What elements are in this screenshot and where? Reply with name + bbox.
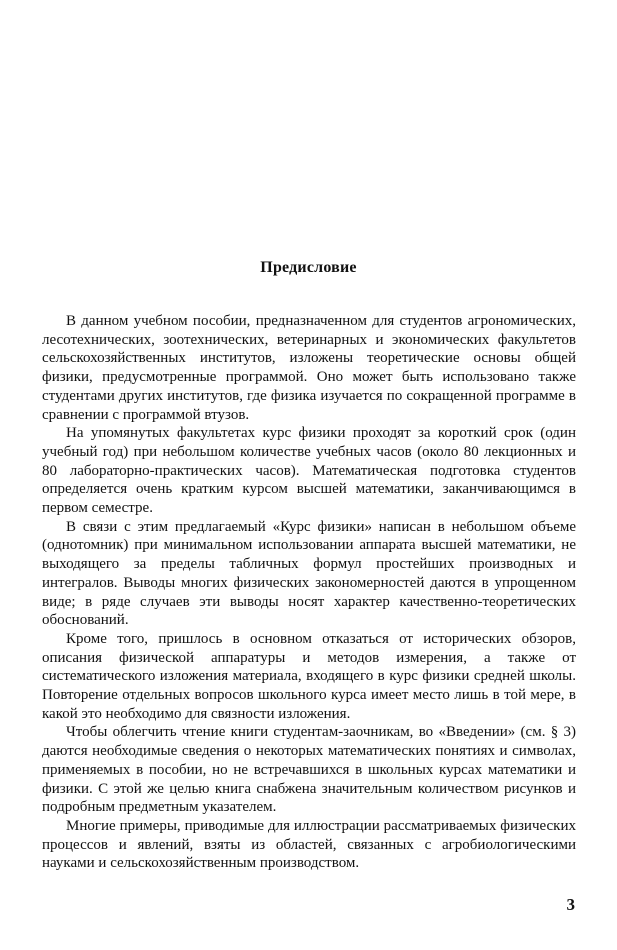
- paragraph: В данном учебном пособии, предназначенном для студентов агрономических, лесотехнических, зоотехнических, ветеринарных и экономических факультетов сельскохозяйственных институтов, изложены теоретические основы общей физики, предусмотренные программой. Оно может быть использовано также студентами других институтов, где физика изучается по сокращенной программе в сравнении с программой втузов.: [42, 313, 576, 423]
- paragraph: В связи с этим предлагаемый «Курс физики» написан в небольшом объеме (однотомник) при минимальном использовании аппарата высшей математики, не выходящего за пределы табличных формул простейших производных и интегралов. Выводы многих физических закономерностей даются в упрощенном виде; в ряде случаев эти выводы носят характер качественно-теоретических обоснований.: [42, 518, 576, 629]
- page-number: 3: [566, 895, 575, 914]
- preface-body: [42, 312, 576, 873]
- paragraph: Чтобы облегчить чтение книги студентам-заочникам, во «Введении» (см. § 3) даются необходимые сведения о некоторых математических понятиях и символах, применяемых в пособии, но не встречавшихся в школьных курсах математики и физики. С этой же целью книга снабжена значительным количеством рисунков и подробным предметным указателем.: [42, 724, 576, 816]
- paragraph: Многие примеры, приводимые для иллюстрации рассматриваемых физических процессов и явлений, взяты из областей, связанных с агробиологическими науками и сельскохозяйственным производством.: [42, 817, 576, 872]
- paragraph: На упомянутых факультетах курс физики проходят за короткий срок (один учебный год) при небольшом количестве учебных часов (около 80 лекционных и 80 лабораторно-практических часов). Математическая подготовка студентов определяется очень кратким курсом высшей математики, заканчивающимся в первом семестре.: [42, 425, 576, 517]
- paragraph: Кроме того, пришлось в основном отказаться от исторических обзоров, описания физической аппаратуры и методов измерения, а также от систематического изложения материала, входящего в курс физики средней школы. Повторение отдельных вопросов школьного курса имеет место лишь в той мере, в какой это необходимо для связности изложения.: [42, 630, 576, 722]
- page-title: Предисловие: [260, 259, 357, 276]
